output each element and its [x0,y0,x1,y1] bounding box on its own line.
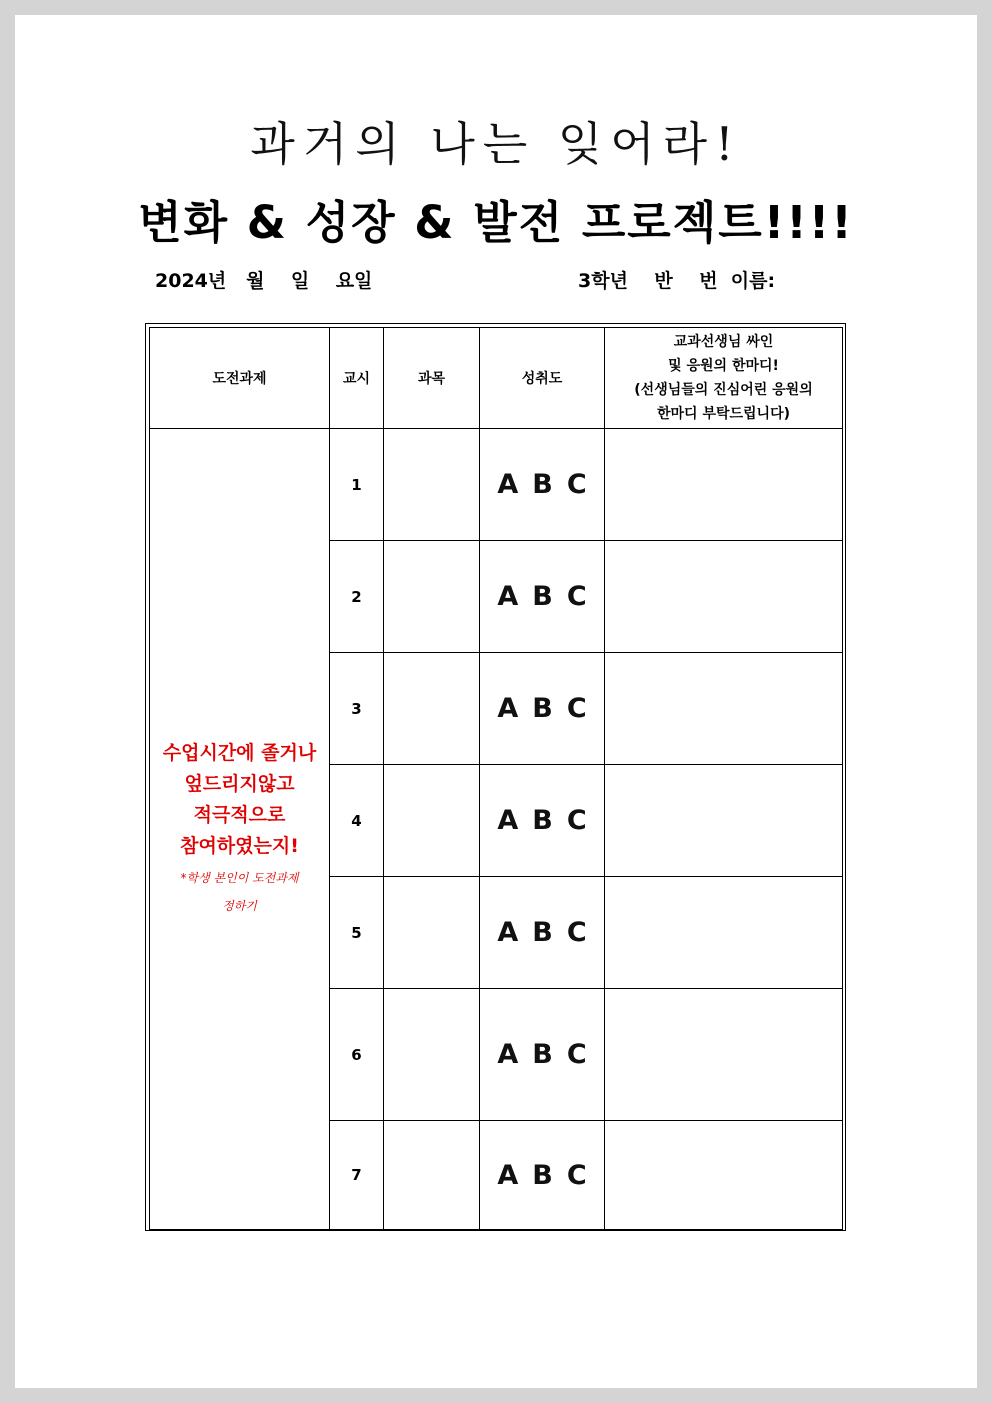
challenge-note-line: 정하기 [222,899,257,913]
teacher-sign-cell[interactable] [605,1121,843,1230]
achievement-grade[interactable]: ABC [480,653,605,765]
period-cell: 1 [330,429,384,541]
subject-cell[interactable] [384,1121,480,1230]
period-cell: 4 [330,765,384,877]
challenge-text-line: 적극적으로 [193,804,286,826]
header-challenge: 도전과제 [150,328,330,429]
student-info-line: 3학년 반 번 이름: [578,270,776,292]
subject-cell[interactable] [384,877,480,989]
challenge-note [150,864,329,920]
subject-cell[interactable] [384,429,480,541]
period-cell: 2 [330,541,384,653]
teacher-note-line: 교과선생님 싸인 [673,334,774,350]
achievement-grade[interactable]: ABC [480,429,605,541]
teacher-sign-cell[interactable] [605,541,843,653]
subject-cell[interactable] [384,541,480,653]
subject-cell[interactable] [384,765,480,877]
teacher-sign-cell[interactable] [605,989,843,1121]
challenge-note-line: *학생 본인이 도전과제 [180,871,299,885]
challenge-cell [150,429,330,1230]
teacher-sign-cell[interactable] [605,653,843,765]
achievement-grade[interactable]: ABC [480,989,605,1121]
challenge-text-line: 엎드리지않고 [184,773,295,795]
period-cell: 7 [330,1121,384,1230]
header-achievement: 성취도 [480,328,605,429]
table-row [150,429,843,541]
teacher-note-line: (선생님들의 진심어린 응원의 [634,382,813,398]
achievement-grade[interactable]: ABC [480,877,605,989]
achievement-grade[interactable]: ABC [480,765,605,877]
teacher-note-line: 한마디 부탁드립니다) [657,406,790,422]
subject-cell[interactable] [384,653,480,765]
teacher-sign-cell[interactable] [605,877,843,989]
project-subtitle: 변화 & 성장 & 발전 프로젝트!!!! [138,196,854,249]
header-teacher-note [605,328,843,429]
achievement-grade[interactable]: ABC [480,1121,605,1230]
header-row [150,328,843,429]
subject-cell[interactable] [384,989,480,1121]
challenge-table [149,327,843,1230]
period-cell: 3 [330,653,384,765]
header-subject: 과목 [384,328,480,429]
header-period: 교시 [330,328,384,429]
challenge-text-line: 수업시간에 졸거나 [162,742,317,764]
page-title: 과거의 나는 잊어라! [250,117,742,171]
teacher-sign-cell[interactable] [605,429,843,541]
period-cell: 6 [330,989,384,1121]
teacher-sign-cell[interactable] [605,765,843,877]
achievement-grade[interactable]: ABC [480,541,605,653]
challenge-text-line: 참여하였는지! [180,835,299,857]
date-line: 2024년 월 일 요일 [155,270,373,292]
teacher-note-line: 및 응원의 한마디! [668,358,779,374]
challenge-table-frame [145,323,846,1231]
period-cell: 5 [330,877,384,989]
